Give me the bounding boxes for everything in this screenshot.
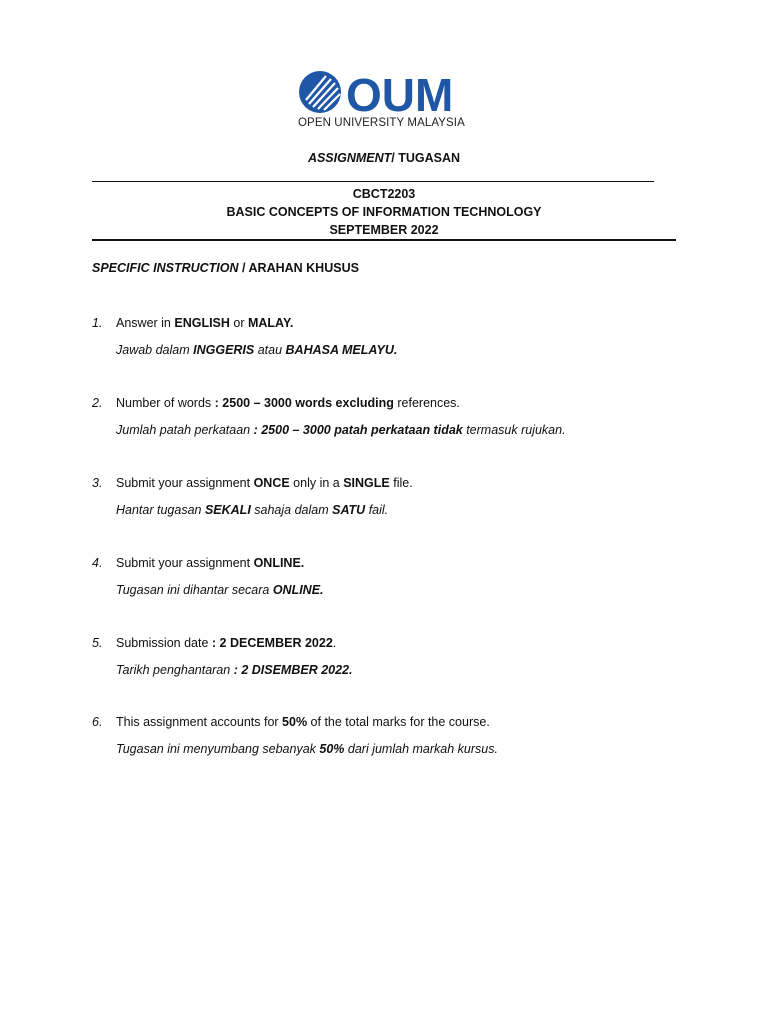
item-english: Submit your assignment ONCE only in a SINGLE file. — [116, 476, 413, 490]
item-malay: Tugasan ini dihantar secara ONLINE. — [116, 583, 324, 597]
document-title — [92, 151, 676, 165]
oum-logo-graphic — [298, 70, 474, 116]
course-code: CBCT2203 — [352, 187, 416, 201]
item-malay: Tugasan ini menyumbang sebanyak 50% dari jumlah markah kursus. — [116, 742, 498, 756]
item-number: 6. — [92, 715, 103, 729]
course-name: BASIC CONCEPTS OF INFORMATION TECHNOLOGY — [226, 205, 542, 219]
logo-wordmark: OUM — [346, 70, 454, 116]
item-number: 5. — [92, 636, 103, 650]
assignment-label: ASSIGNMENT — [307, 151, 392, 165]
instruction-heading-en: SPECIFIC INSTRUCTION — [92, 261, 239, 275]
item-malay: Jumlah patah perkataan : 2500 – 3000 patah perkataan tidak termasuk rujukan. — [116, 423, 566, 437]
item-english: Answer in ENGLISH or MALAY. — [116, 316, 294, 330]
oum-logo — [298, 70, 474, 134]
item-malay: Hantar tugasan SEKALI sahaja dalam SATU fail. — [116, 503, 389, 517]
item-english: Submit your assignment ONLINE. — [116, 556, 305, 570]
header-divider-bottom — [92, 239, 676, 241]
instruction-heading — [92, 261, 359, 275]
item-number: 3. — [92, 476, 103, 490]
item-english: This assignment accounts for 50% of the total marks for the course. — [116, 715, 490, 729]
title-separator: / — [391, 151, 395, 165]
semester: SEPTEMBER 2022 — [329, 223, 439, 237]
instruction-heading-ms: ARAHAN KHUSUS — [248, 261, 359, 275]
instruction-heading-separator: / — [238, 261, 249, 275]
item-english: Number of words : 2500 – 3000 words excluding references. — [116, 396, 460, 410]
item-number: 1. — [92, 316, 103, 330]
tugasan-label: TUGASAN — [398, 151, 461, 165]
item-number: 2. — [92, 396, 103, 410]
header-divider-top — [92, 181, 654, 182]
logo-subtitle: OPEN UNIVERSITY MALAYSIA — [298, 117, 465, 129]
item-malay: Tarikh penghantaran : 2 DISEMBER 2022. — [116, 663, 353, 677]
item-number: 4. — [92, 556, 103, 570]
item-malay: Jawab dalam INGGERIS atau BAHASA MELAYU. — [116, 343, 398, 357]
item-english: Submission date : 2 DECEMBER 2022. — [116, 636, 337, 650]
